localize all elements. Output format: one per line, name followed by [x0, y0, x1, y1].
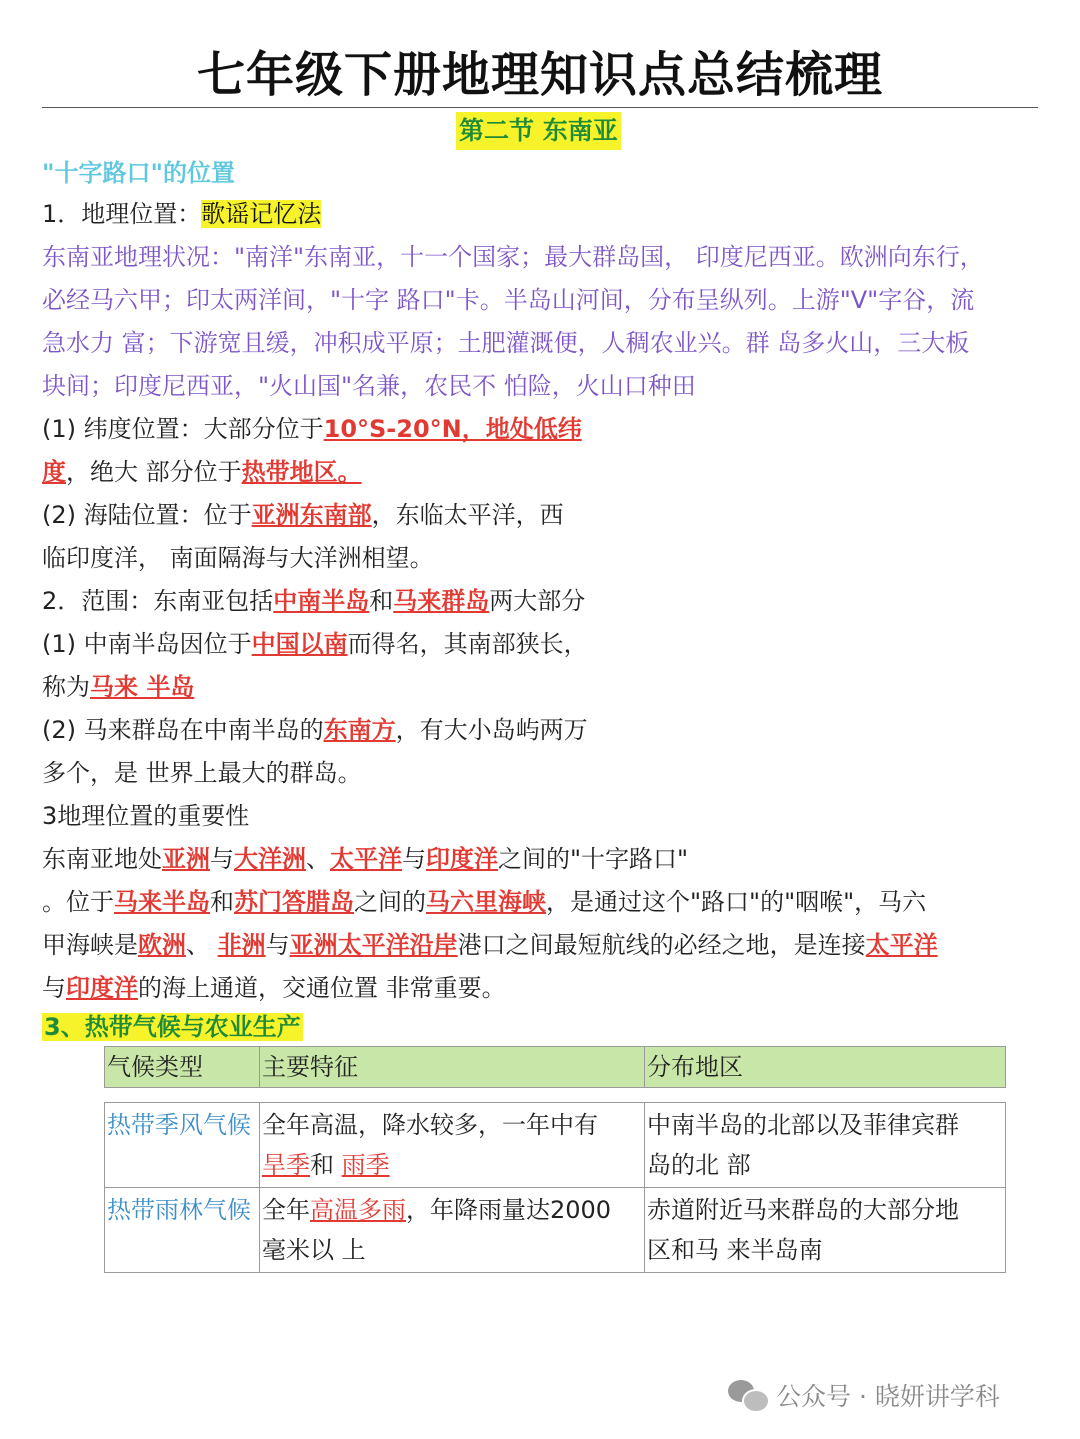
sea-land-position-cont: 临印度洋， 南面隔海与大洋洲相望。 [42, 544, 434, 572]
climate-type-cell: 热带季风气候 [105, 1103, 260, 1188]
latitude-position: (1) 纬度位置：大部分位于10°S-20°N，地处低纬 [42, 415, 582, 443]
scope-line: 2．范围：东南亚包括中南半岛和马来群岛两大部分 [42, 587, 586, 615]
climate-type-cell: 热带雨林气候 [105, 1188, 260, 1273]
distribution-cell: 赤道附近马来群岛的大部分地 区和马 来半岛南 [645, 1188, 1006, 1273]
poem-line: 急水力 富；下游宽且缓，冲积成平原；土肥灌溉便，人稠农业兴。群 岛多火山，三大板 [42, 329, 970, 357]
location-heading: 1．地理位置：歌谣记忆法 [42, 200, 322, 228]
indochina-line-cont: 称为马来 半岛 [42, 673, 195, 701]
indochina-line: (1) 中南半岛因位于中国以南而得名，其南部狭长， [42, 630, 588, 658]
table-row [105, 1188, 1006, 1273]
poem-line: 东南亚地理状况："南洋"东南亚，十一个国家；最大群岛国， 印度尼西亚。欧洲向东行， [42, 243, 984, 271]
climate-table [104, 1046, 1006, 1273]
importance-line: 甲海峡是欧洲、 非洲与亚洲太平洋沿岸港口之间最短航线的必经之地，是连接太平洋 [42, 931, 938, 959]
feature-cell: 全年高温，降水较多，一年中有 旱季和 雨季 [260, 1103, 645, 1188]
poem-line: 块间；印度尼西亚，"火山国"名兼，农民不 怕险，火山口种田 [42, 372, 696, 400]
watermark [728, 1377, 1000, 1413]
malay-archipelago-line-cont: 多个，是 世界上最大的群岛。 [42, 759, 362, 787]
poem-line: 必经马六甲；印太两洋间，"十字 路口"卡。半岛山河间，分布呈纵列。上游"V"字谷，流 [42, 286, 975, 314]
climate-section-heading: 3、热带气候与农业生产 [44, 1013, 301, 1041]
section-title: 第二节 东南亚 [456, 112, 621, 150]
latitude-position-cont: 度，绝大 部分位于热带地区。 [42, 458, 362, 486]
sea-land-position: (2) 海陆位置：位于亚洲东南部，东临太平洋，西 [42, 501, 564, 529]
table-header-cell: 分布地区 [645, 1047, 1006, 1088]
title-divider [42, 107, 1038, 108]
wechat-icon [728, 1378, 768, 1412]
table-header-row [105, 1047, 1006, 1088]
feature-cell: 全年高温多雨，年降雨量达2000 毫米以 上 [260, 1188, 645, 1273]
distribution-cell: 中南半岛的北部以及菲律宾群 岛的北 部 [645, 1103, 1006, 1188]
mnemonic-highlight: 歌谣记忆法 [201, 200, 322, 228]
table-header-cell: 主要特征 [260, 1047, 645, 1088]
importance-line: 。位于马来半岛和苏门答腊岛之间的马六里海峡，是通过这个"路口"的"咽喉"，马六 [42, 888, 927, 916]
malay-archipelago-line: (2) 马来群岛在中南半岛的东南方，有大小岛屿两万 [42, 716, 588, 744]
table-row [105, 1103, 1006, 1188]
importance-line: 与印度洋的海上通道，交通位置 非常重要。 [42, 974, 506, 1002]
importance-heading: 3地理位置的重要性 [42, 802, 250, 830]
watermark-text: 公众号 · 晓妍讲学科 [776, 1382, 1000, 1411]
table-header-cell: 气候类型 [105, 1047, 260, 1088]
subhead: "十字路口"的位置 [42, 159, 236, 187]
page-title: 七年级下册地理知识点总结梳理 [196, 47, 883, 103]
importance-line: 东南亚地处亚洲与大洋洲、太平洋与印度洋之间的"十字路口" [42, 845, 689, 873]
